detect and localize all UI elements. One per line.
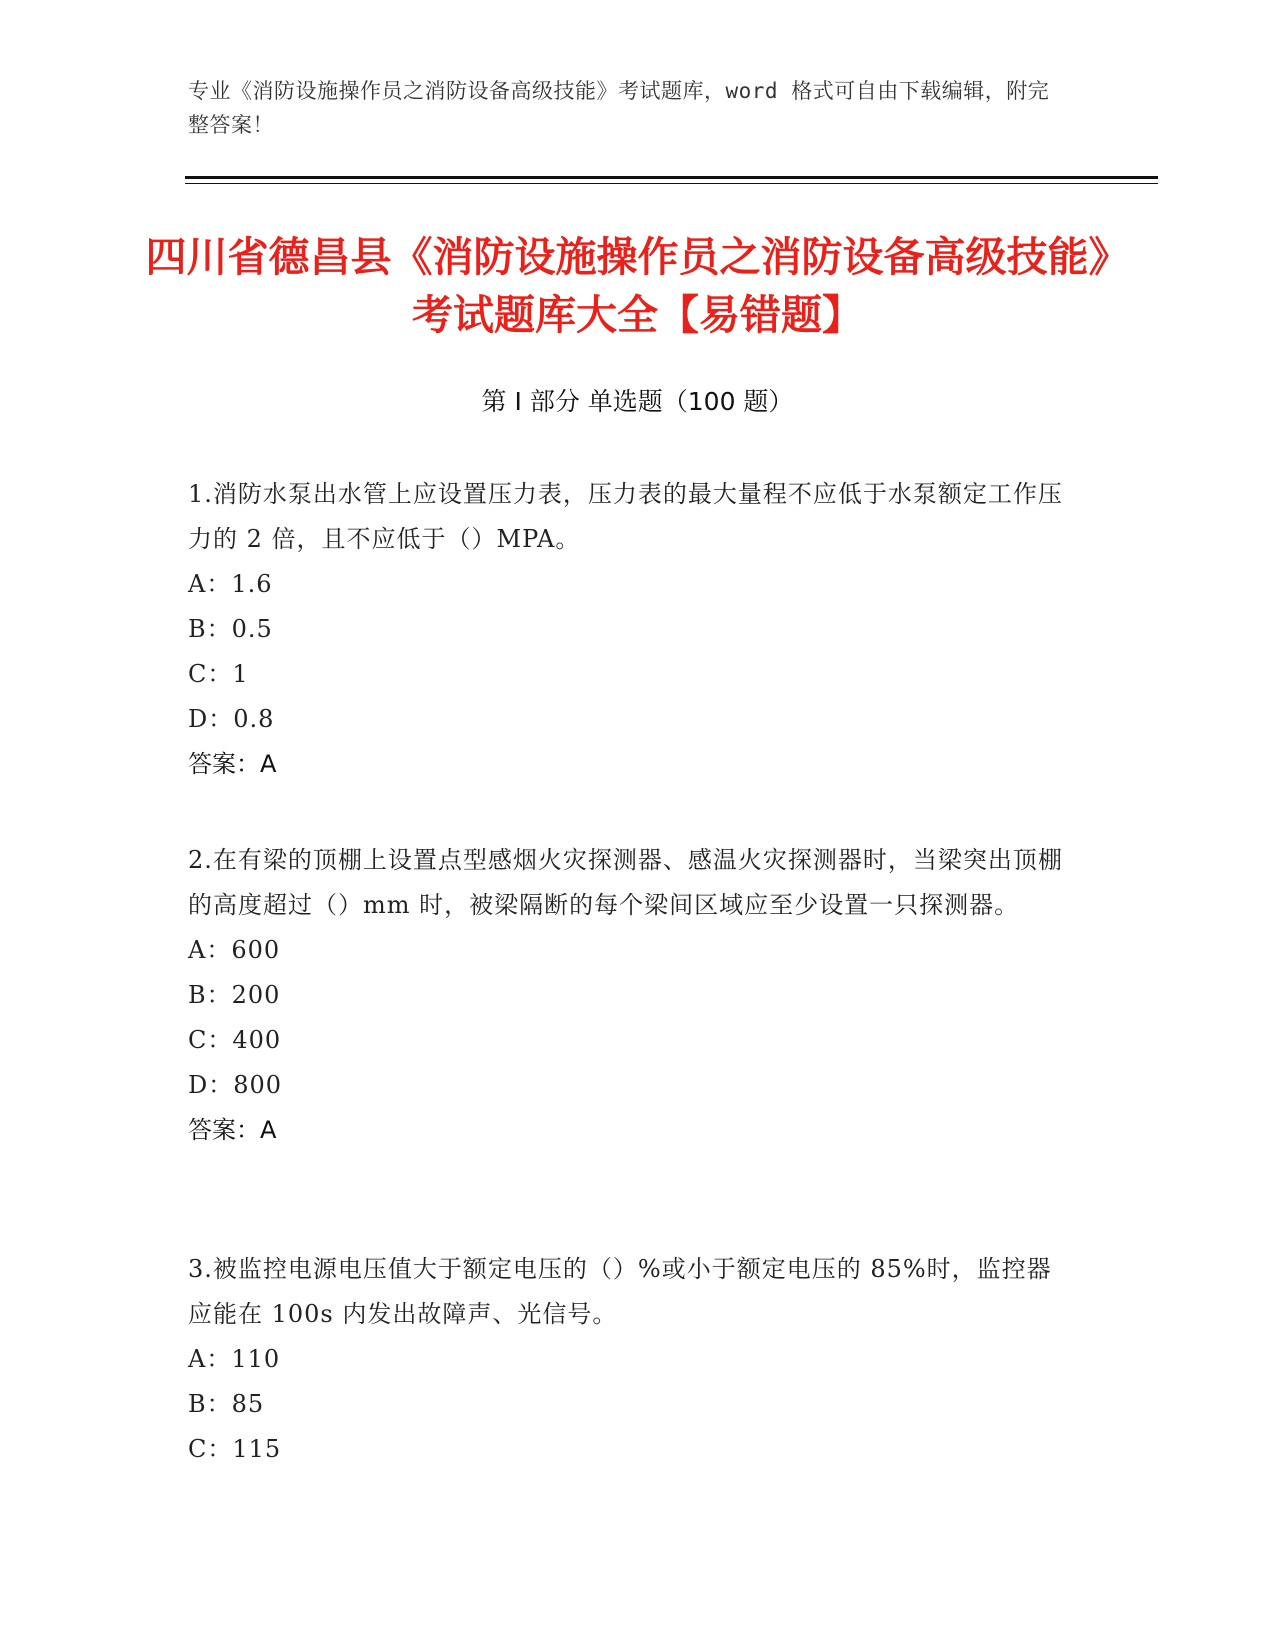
option-c: C：400 xyxy=(188,1026,282,1054)
section-heading: 第 I 部分 单选题（100 题） xyxy=(481,387,794,416)
option-b: B：85 xyxy=(188,1390,265,1418)
option-b: B：0.5 xyxy=(188,615,273,643)
question-3 xyxy=(188,1247,1068,1472)
question-2 xyxy=(188,838,1068,1153)
option-a: A：110 xyxy=(188,1345,281,1373)
answer-line: 答案：A xyxy=(188,1116,277,1144)
question-stem: 3.被监控电源电压值大于额定电压的（）%或小于额定电压的 85%时，监控器应能在 100s 内发出故障声、光信号。 xyxy=(188,1255,1052,1328)
question-stem: 2.在有梁的顶棚上设置点型感烟火灾探测器、感温火灾探测器时，当梁突出顶棚的高度超过（）mm 时，被梁隔断的每个梁间区域应至少设置一只探测器。 xyxy=(188,846,1063,919)
option-d: D：800 xyxy=(188,1071,283,1099)
option-c: C：1 xyxy=(188,660,249,688)
option-d: D：0.8 xyxy=(188,705,275,733)
option-a: A：1.6 xyxy=(188,570,273,598)
option-c: C：115 xyxy=(188,1435,282,1463)
option-b: B：200 xyxy=(188,981,281,1009)
header-divider-thick xyxy=(185,176,1158,179)
question-1 xyxy=(188,472,1068,787)
question-stem: 1.消防水泵出水管上应设置压力表，压力表的最大量程不应低于水泵额定工作压力的 2 倍，且不应低于（）MPA。 xyxy=(188,480,1063,553)
answer-line: 答案：A xyxy=(188,750,277,778)
header-note: 专业《消防设施操作员之消防设备高级技能》考试题库，word 格式可自由下载编辑，附完整答案！ xyxy=(188,79,1050,137)
document-title: 四川省德昌县《消防设施操作员之消防设备高级技能》考试题库大全【易错题】 xyxy=(145,233,1130,339)
header-divider-thin xyxy=(185,183,1158,184)
option-a: A：600 xyxy=(188,936,281,964)
